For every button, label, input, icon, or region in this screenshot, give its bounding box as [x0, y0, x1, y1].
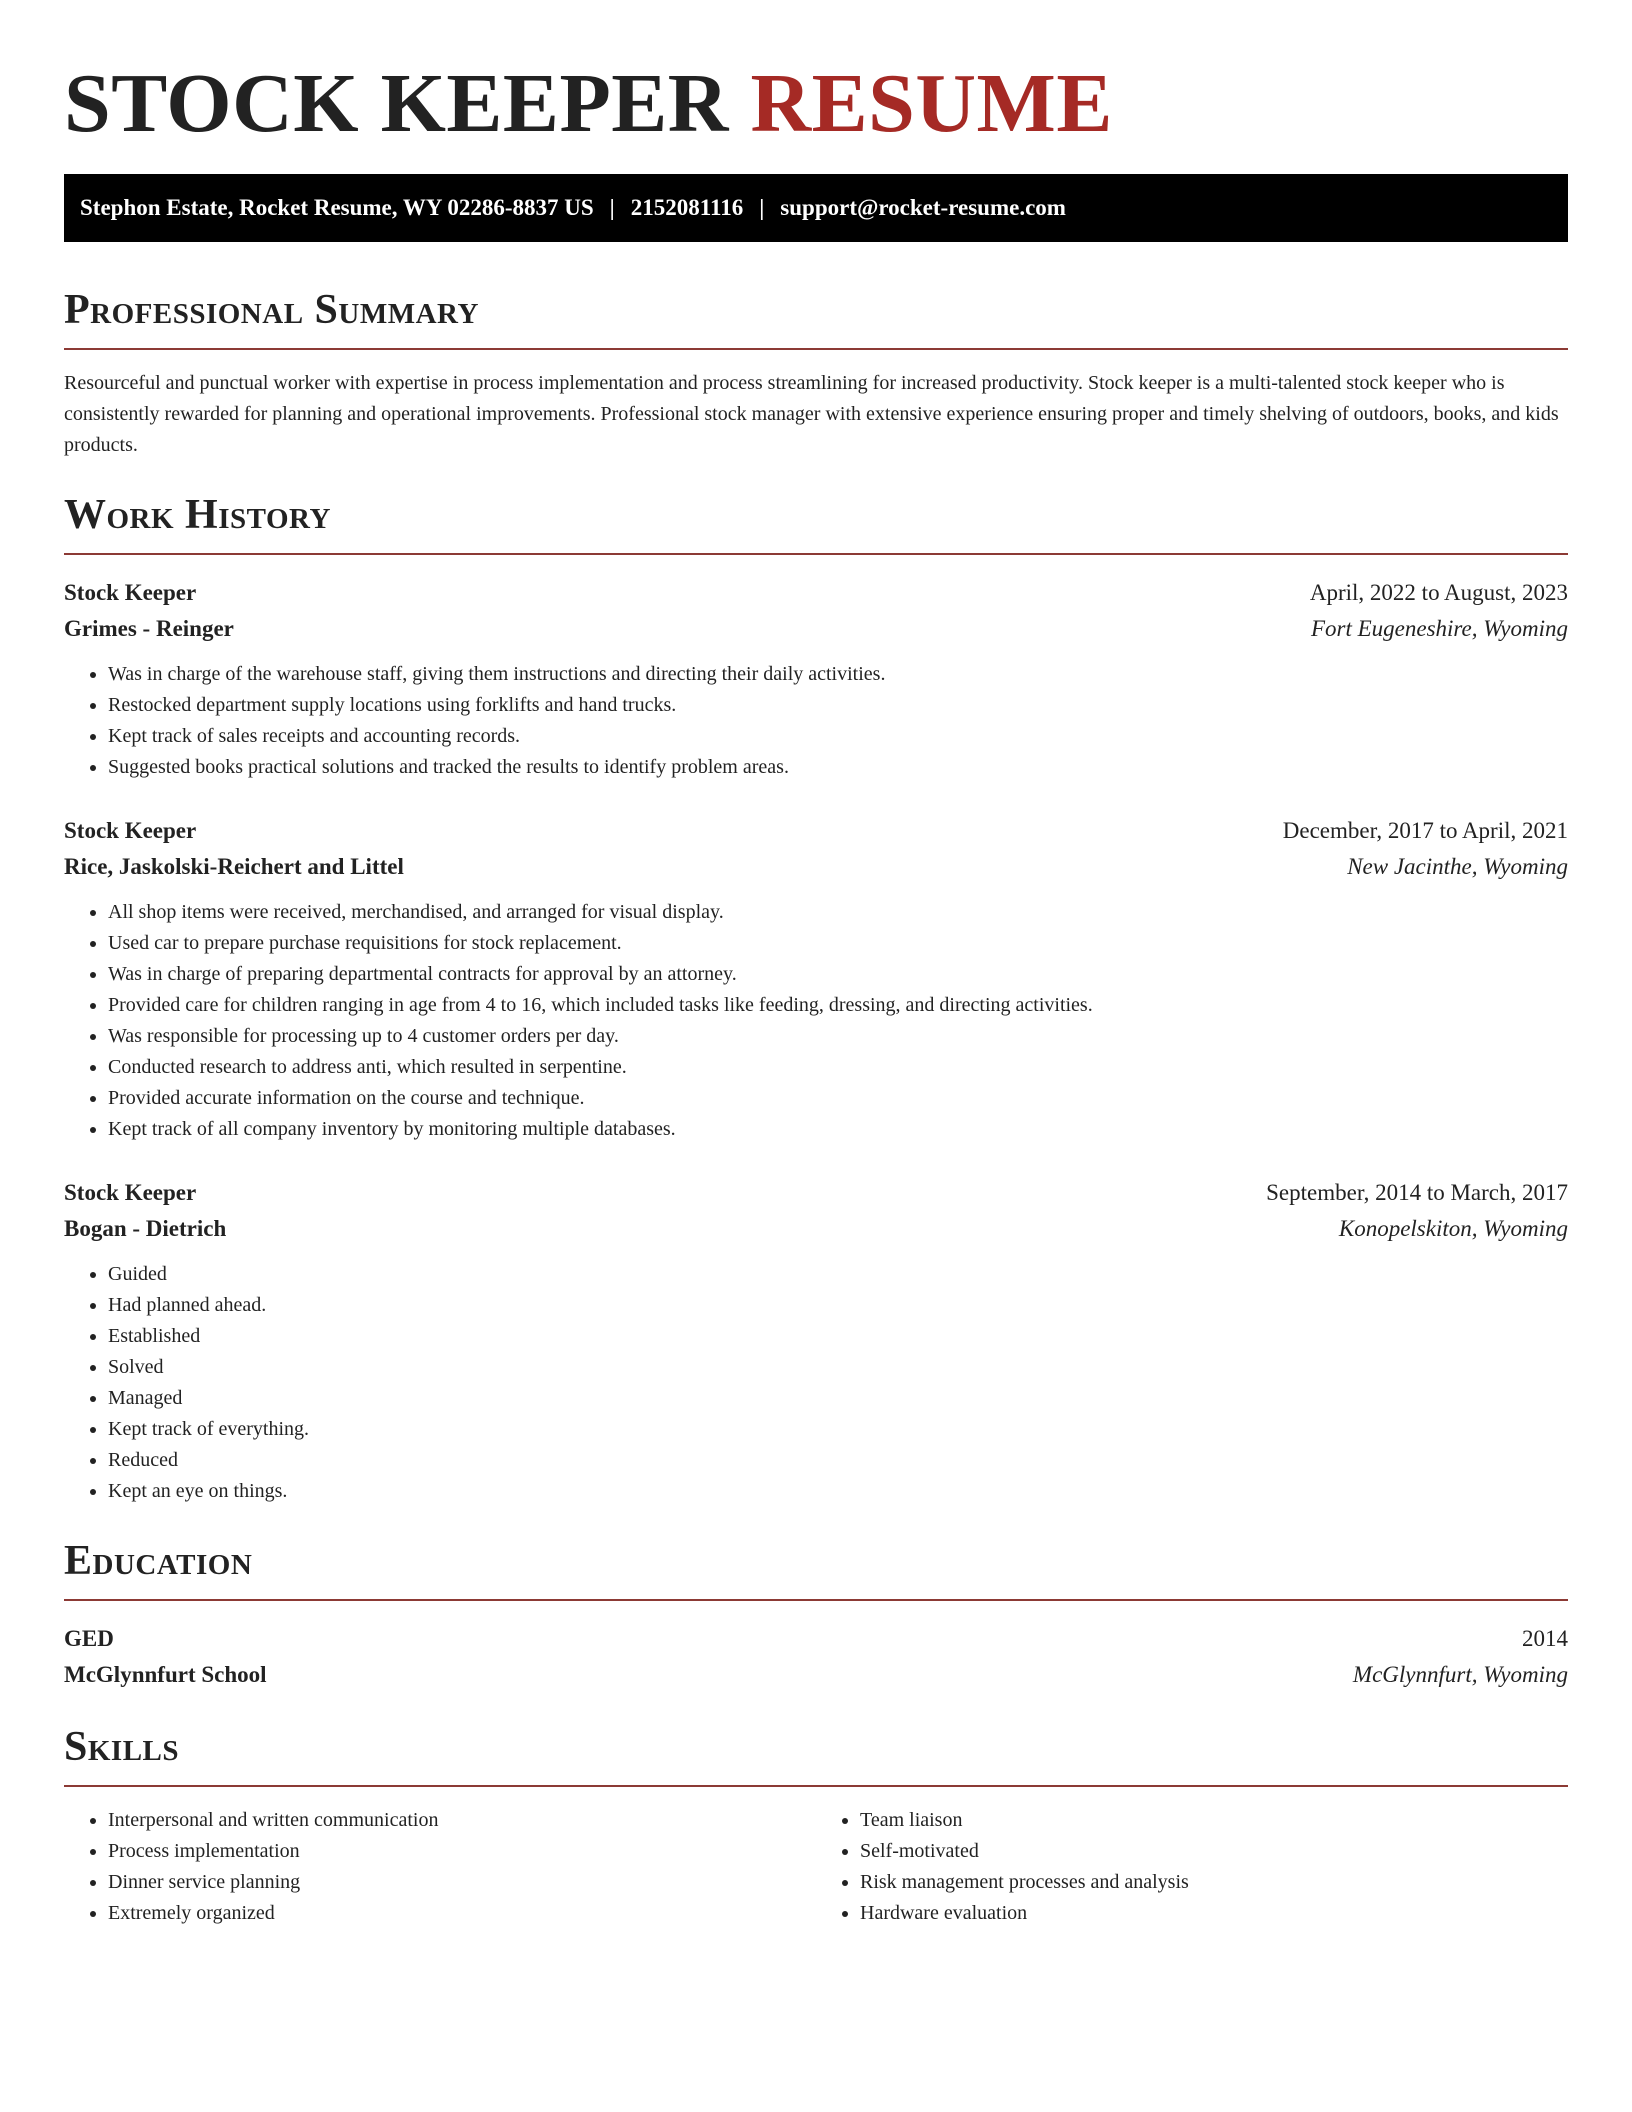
job-duty: • Kept track of all company inventory by monitoring multiple databases.	[108, 1114, 1568, 1145]
job-duties-list	[64, 897, 1568, 1145]
skill-item: • Process implementation	[108, 1836, 816, 1867]
education-location: McGlynnfurt, Wyoming	[1352, 1662, 1568, 1687]
job-entry	[64, 1175, 1568, 1507]
section-divider	[64, 348, 1568, 350]
section-divider	[64, 1785, 1568, 1787]
job-dates: December, 2017 to April, 2021	[1282, 818, 1568, 843]
job-company: Bogan - Dietrich	[64, 1216, 227, 1241]
job-title-row	[64, 813, 1568, 849]
education-year: 2014	[1522, 1626, 1568, 1651]
job-entry	[64, 813, 1568, 1145]
job-location: Konopelskiton, Wyoming	[1338, 1216, 1568, 1241]
job-duty: • Conducted research to address anti, which resulted in serpentine.	[108, 1052, 1568, 1083]
contact-phone: 2152081116	[630, 195, 744, 220]
job-duty: • Kept track of everything.	[108, 1414, 1568, 1445]
contact-address: Stephon Estate, Rocket Resume, WY 02286-8837 US	[80, 195, 594, 220]
job-title-row	[64, 575, 1568, 611]
resume-title	[64, 56, 1568, 152]
job-duty: • Was responsible for processing up to 4 customer orders per day.	[108, 1021, 1568, 1052]
education-school-row	[64, 1657, 1568, 1693]
job-duty: • Established	[108, 1321, 1568, 1352]
job-duty: • Solved	[108, 1352, 1568, 1383]
title-accent: RESUME	[750, 57, 1113, 150]
job-duty: • Was in charge of the warehouse staff, giving them instructions and directing their daily activities.	[108, 659, 1568, 690]
education-degree: GED	[64, 1626, 114, 1651]
skills-list-left	[64, 1805, 816, 1929]
job-duty: • Reduced	[108, 1445, 1568, 1476]
education-entry	[64, 1621, 1568, 1693]
education-degree-row	[64, 1621, 1568, 1657]
job-dates: April, 2022 to August, 2023	[1309, 580, 1568, 605]
job-location: New Jacinthe, Wyoming	[1347, 854, 1568, 879]
job-title-row	[64, 1175, 1568, 1211]
job-duty: • All shop items were received, merchandised, and arranged for visual display.	[108, 897, 1568, 928]
job-title: Stock Keeper	[64, 818, 197, 843]
job-duty: • Provided accurate information on the course and technique.	[108, 1083, 1568, 1114]
job-duty: • Restocked department supply locations using forklifts and hand trucks.	[108, 690, 1568, 721]
job-duty: • Guided	[108, 1259, 1568, 1290]
job-duty: • Had planned ahead.	[108, 1290, 1568, 1321]
job-location: Fort Eugeneshire, Wyoming	[1310, 616, 1568, 641]
summary-text: Resourceful and punctual worker with expertise in process implementation and process streamlining for increased productivity. Stock keeper is a multi-talented stock keeper who is consistently rewarded for planning and operational improvements. Professional stock manager with extensive experience ensuring proper and timely shelving of outdoors, books, and kids products.	[64, 372, 1559, 456]
job-dates: September, 2014 to March, 2017	[1266, 1180, 1568, 1205]
skills-heading: Skills	[64, 1724, 180, 1770]
summary-heading: Professional Summary	[64, 287, 479, 333]
work-history-section	[64, 491, 1568, 1507]
job-company: Grimes - Reinger	[64, 616, 234, 641]
section-divider	[64, 1599, 1568, 1601]
skill-item: • Self-motivated	[860, 1836, 1568, 1867]
job-duty: • Was in charge of preparing departmental contracts for approval by an attorney.	[108, 959, 1568, 990]
job-duty: • Suggested books practical solutions and tracked the results to identify problem areas.	[108, 752, 1568, 783]
skill-item: • Hardware evaluation	[860, 1898, 1568, 1929]
skill-item: • Risk management processes and analysis	[860, 1867, 1568, 1898]
contact-separator: |	[609, 195, 615, 220]
work-history-heading: Work History	[64, 492, 331, 538]
job-duty: • Kept an eye on things.	[108, 1476, 1568, 1507]
job-duties-list	[64, 1259, 1568, 1507]
job-company: Rice, Jaskolski-Reichert and Littel	[64, 854, 404, 879]
education-school: McGlynnfurt School	[64, 1662, 267, 1687]
skills-list-right	[816, 1805, 1568, 1929]
job-duty: • Kept track of sales receipts and accounting records.	[108, 721, 1568, 752]
title-main: STOCK KEEPER	[64, 57, 729, 150]
job-title: Stock Keeper	[64, 580, 197, 605]
job-duties-list	[64, 659, 1568, 783]
contact-separator: |	[759, 195, 765, 220]
skill-item: • Team liaison	[860, 1805, 1568, 1836]
job-company-row	[64, 1211, 1568, 1247]
skill-item: • Interpersonal and written communication	[108, 1805, 816, 1836]
education-section	[64, 1537, 1568, 1693]
skills-grid	[64, 1805, 1568, 1929]
contact-bar	[64, 174, 1568, 242]
section-divider	[64, 553, 1568, 555]
job-duty: • Used car to prepare purchase requisitions for stock replacement.	[108, 928, 1568, 959]
job-duty: • Managed	[108, 1383, 1568, 1414]
contact-email: support@rocket-resume.com	[780, 195, 1066, 220]
job-duty: • Provided care for children ranging in age from 4 to 16, which included tasks like feeding, dressing, and directing activities.	[108, 990, 1568, 1021]
skills-section	[64, 1723, 1568, 1929]
job-company-row	[64, 849, 1568, 885]
job-title: Stock Keeper	[64, 1180, 197, 1205]
education-heading: Education	[64, 1538, 253, 1584]
skill-item: • Dinner service planning	[108, 1867, 816, 1898]
summary-section	[64, 286, 1568, 461]
job-company-row	[64, 611, 1568, 647]
job-entry	[64, 575, 1568, 783]
skill-item: • Extremely organized	[108, 1898, 816, 1929]
